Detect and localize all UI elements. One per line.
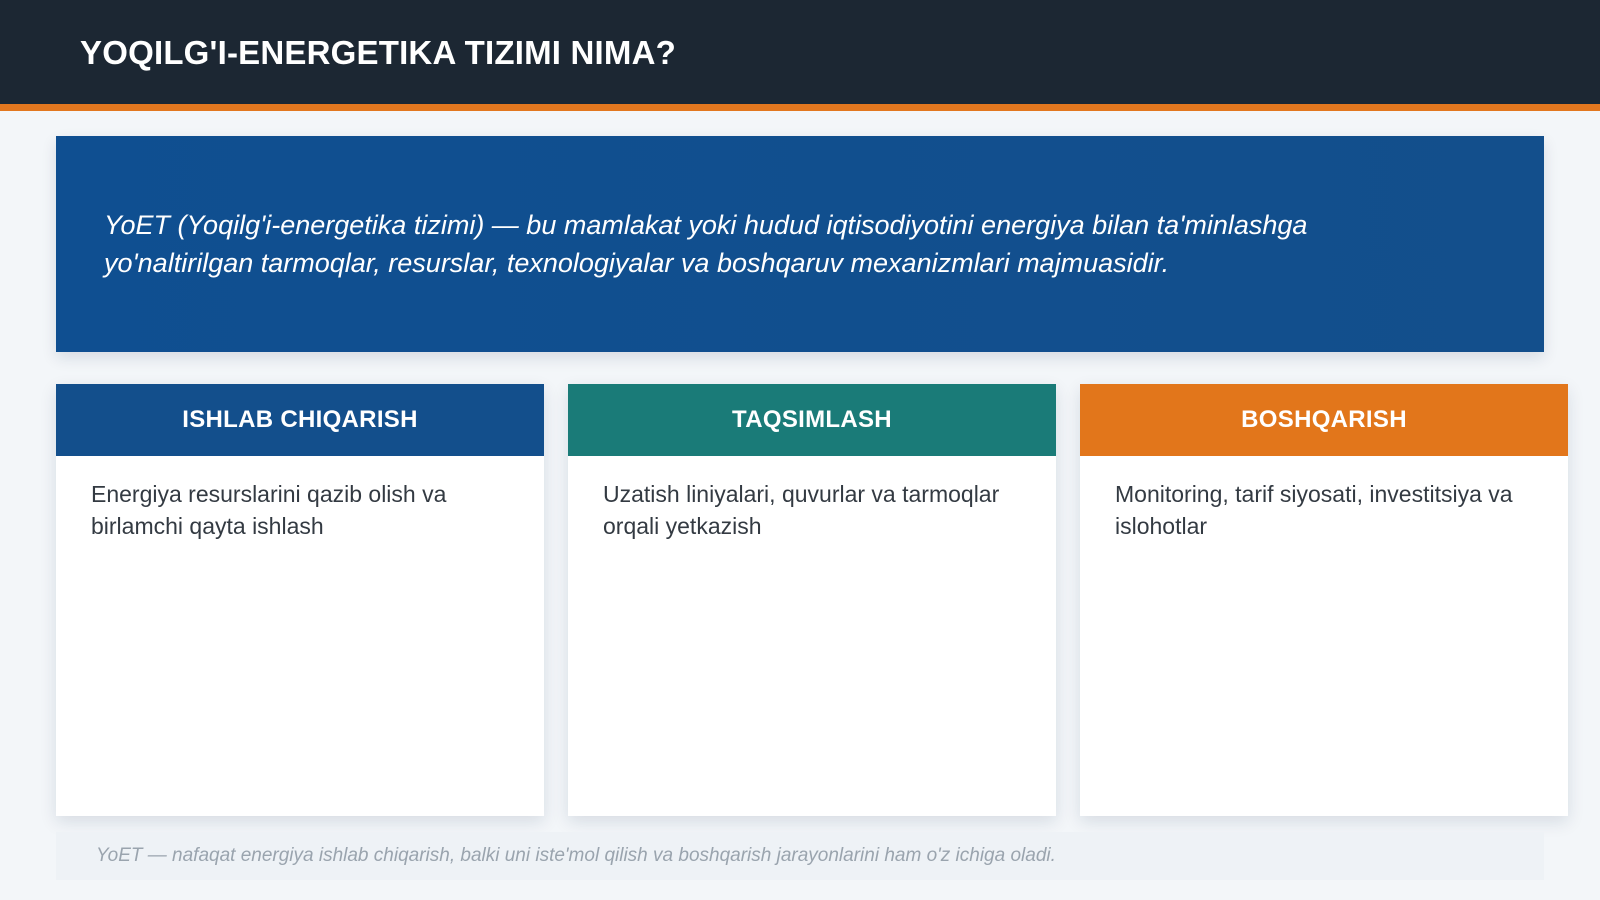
card-distribution-header: TAQSIMLASH: [568, 384, 1056, 456]
card-management-text: Monitoring, tarif siyosati, investitsiya va islohotlar: [1115, 481, 1513, 539]
definition-box: [56, 136, 1544, 352]
definition-text: YoET (Yoqilg'i-energetika tizimi) — bu mamlakat yoki hudud iqtisodiyotini energiya bilan ta'minlashga yo'naltirilgan tarmoqlar, resurslar, texnologiyalar va boshqaruv mexanizmlari majmuasidir.: [104, 210, 1308, 278]
card-management: [1080, 384, 1568, 816]
footer-note: YoET — nafaqat energiya ishlab chiqarish, balki uni iste'mol qilish va boshqarish jarayonlarini ham o'z ichiga oladi.: [56, 832, 1544, 880]
card-production: [56, 384, 544, 816]
slide-title: YOQILG'I-ENERGETIKA TIZIMI NIMA?: [80, 34, 677, 71]
card-distribution-text: Uzatish liniyalari, quvurlar va tarmoqlar orqali yetkazish: [603, 481, 1000, 539]
card-management-header: BOSHQARISH: [1080, 384, 1568, 456]
header-bar: [0, 0, 1600, 104]
header-accent-line: [0, 104, 1600, 111]
card-distribution: [568, 384, 1056, 816]
card-production-header: ISHLAB CHIQARISH: [56, 384, 544, 456]
card-production-text: Energiya resurslarini qazib olish va birlamchi qayta ishlash: [91, 481, 447, 539]
